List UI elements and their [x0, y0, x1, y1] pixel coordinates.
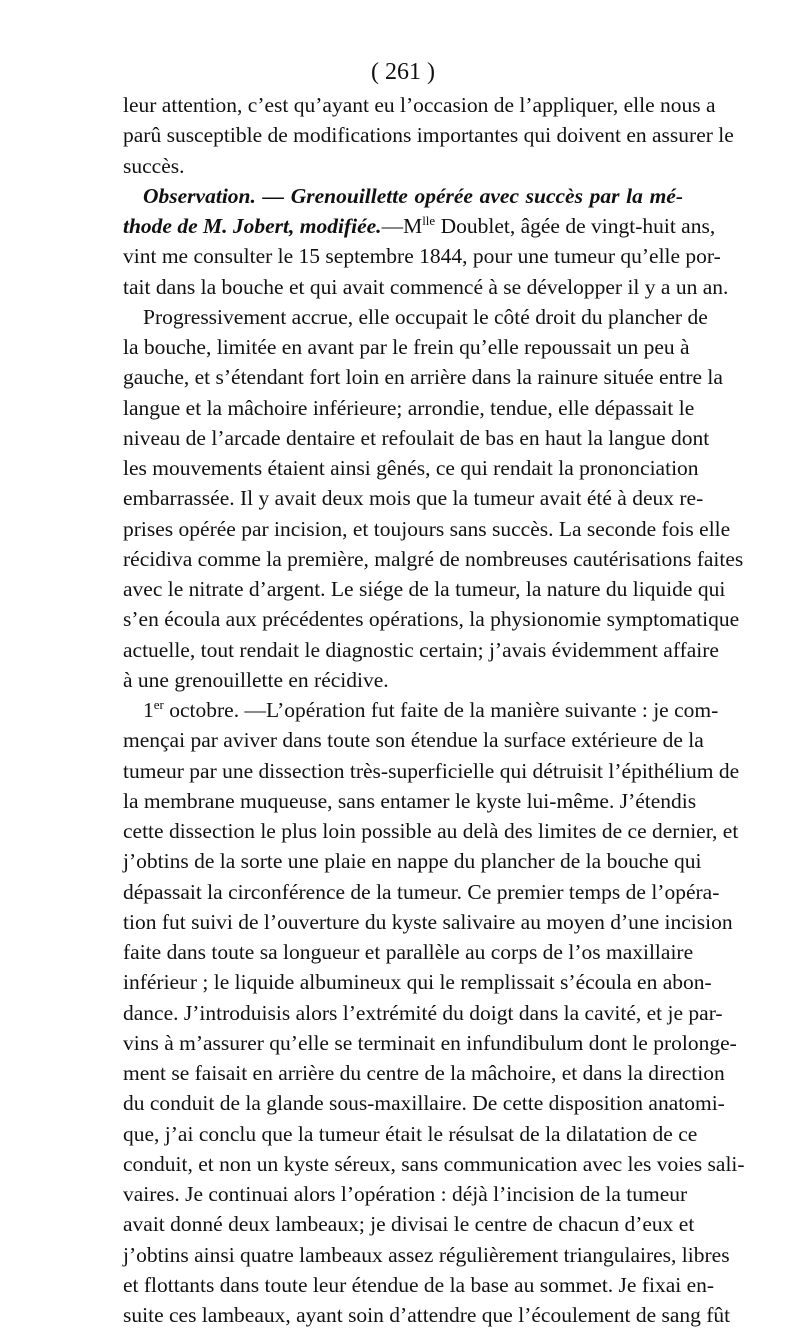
text-line: parû susceptible de modifications importantes qui doivent en assurer le	[123, 123, 734, 148]
text-line: vint me consulter le 15 septembre 1844, pour une tumeur qu’elle por-	[123, 244, 721, 269]
book-page	[123, 56, 745, 1330]
text-line: dance. J’introduisis alors l’extrémité du doigt dans la cavité, et je par-	[123, 1000, 723, 1025]
text-line: s’en écoula aux précédentes opérations, la physionomie symptomatique	[123, 607, 740, 632]
text-line: que, j’ai conclu que la tumeur était le résulsat de la dilatation de ce	[123, 1121, 698, 1146]
text-line: embarrassée. Il y avait deux mois que la tumeur avait été à deux re-	[123, 486, 704, 511]
observation-patient-sup: lle	[422, 213, 436, 228]
text-line: mençai par aviver dans toute son étendue la surface extérieure de la	[123, 728, 704, 753]
text-line: dépassait la circonférence de la tumeur. Ce premier temps de l’opéra-	[123, 879, 720, 904]
text-line: tait dans la bouche et qui avait commencé à se développer il y a un an.	[123, 274, 729, 299]
text-line: ment se faisait en arrière du centre de la mâchoire, et dans la direction	[123, 1061, 725, 1085]
text-line: prises opérée par incision, et toujours sans succès. La seconde fois elle	[123, 516, 731, 541]
observation-heading-line	[123, 211, 716, 241]
text-line: tumeur par une dissection très-superficielle qui détruisit l’épithélium de	[123, 758, 740, 783]
text-line: j’obtins ainsi quatre lambeaux assez régulièrement triangulaires, libres	[123, 1242, 730, 1267]
text-line: faite dans toute sa longueur et parallèle au corps de l’os maxillaire	[123, 940, 694, 964]
text-line: la membrane muqueuse, sans entamer le kyste lui-même. J’étendis	[123, 788, 697, 813]
observation-heading-line	[123, 181, 683, 211]
date-sup: er	[153, 697, 164, 712]
observation-patient: Doublet, âgée de vingt-huit ans,	[435, 214, 716, 238]
text-line: avait donné deux lambeaux; je divisai le centre de chacun d’eux et	[123, 1212, 695, 1237]
text-line: avec le nitrate d’argent. Le siége de la tumeur, la nature du liquide qui	[123, 577, 726, 601]
observation-heading: Observation. — Grenouillette opérée avec succès par la mé-	[143, 183, 683, 208]
text-line: Progressivement accrue, elle occupait le côté droit du plancher de	[143, 304, 708, 329]
text-line: vaires. Je continuai alors l’opération : déjà l’incision de la tumeur	[123, 1182, 688, 1206]
text-line: conduit, et non un kyste séreux, sans communication avec les voies sali-	[123, 1151, 745, 1176]
text-line: niveau de l’arcade dentaire et refoulait de bas en haut la langue dont	[123, 425, 710, 450]
text-line: tion fut suivi de l’ouverture du kyste salivaire au moyen d’une incision	[123, 909, 733, 934]
text-line: à une grenouillette en récidive.	[123, 667, 389, 692]
date-paragraph-line	[123, 695, 719, 725]
text-line: langue et la mâchoire inférieure; arrondie, tendue, elle dépassait le	[123, 395, 695, 420]
text-line: et flottants dans toute leur étendue de la base au sommet. Je fixai en-	[123, 1272, 715, 1297]
page-number: ( 261 )	[371, 59, 435, 85]
text-line: récidiva comme la première, malgré de nombreuses cautérisations faites	[123, 546, 744, 571]
text-line: vins à m’assurer qu’elle se terminait en infundibulum dont le prolonge-	[123, 1030, 737, 1055]
body-text	[123, 90, 745, 1330]
observation-title: thode de M. Jobert, modifiée.	[123, 214, 382, 238]
text-line: du conduit de la glande sous-maxillaire. De cette disposition anatomi-	[123, 1091, 725, 1116]
text-line: leur attention, c’est qu’ayant eu l’occasion de l’appliquer, elle nous a	[123, 93, 716, 117]
text-line: inférieur ; le liquide albumineux qui le remplissait s’écoula en abon-	[123, 970, 712, 995]
text-line: j’obtins de la sorte une plaie en nappe du plancher de la bouche qui	[123, 849, 702, 874]
date-day: 1	[143, 698, 154, 722]
text-line: suite ces lambeaux, ayant soin d’attendre que l’écoulement de sang fût	[123, 1303, 731, 1327]
text-line: les mouvements étaient ainsi gênés, ce qui rendait la prononciation	[123, 456, 699, 480]
text-line: la bouche, limitée en avant par le frein qu’elle repoussait un peu à	[123, 335, 690, 359]
observation-patient-prefix: —M	[381, 214, 423, 238]
text-line: gauche, et s’étendant fort loin en arrière dans la rainure située entre la	[123, 365, 723, 390]
text-line: actuelle, tout rendait le diagnostic certain; j’avais évidemment affaire	[123, 637, 719, 662]
text-line: cette dissection le plus loin possible au delà des limites de ce dernier, et	[123, 819, 739, 843]
date-rest: octobre. —L’opération fut faite de la manière suivante : je com-	[163, 698, 719, 722]
text-line: succès.	[123, 153, 185, 178]
